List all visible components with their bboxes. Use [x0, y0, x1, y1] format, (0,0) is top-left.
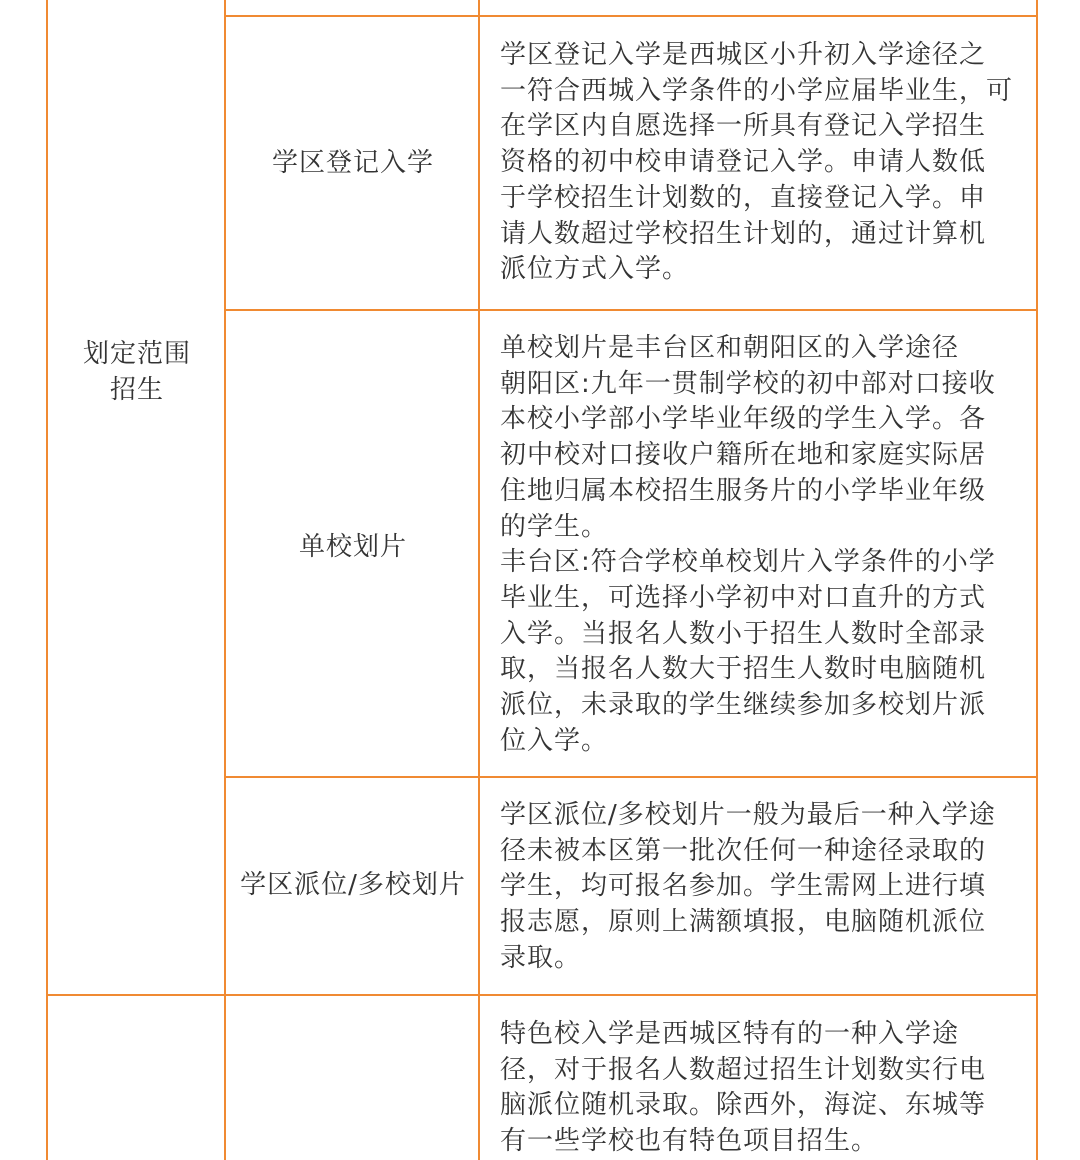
table-border-right — [1036, 0, 1038, 1160]
description-line: 有一些学校也有特色项目招生。 — [500, 1126, 879, 1157]
method-cell: 学区登记入学 — [271, 148, 434, 178]
row-divider-3 — [46, 994, 1038, 996]
description-line: 在学区内自愿选择一所具有登记入学招生 — [500, 111, 987, 142]
row-divider-1 — [224, 309, 1038, 311]
description-line: 本校小学部小学毕业年级的学生入学。各 — [500, 404, 987, 435]
table-divider-method — [478, 0, 480, 1160]
description-line: 径未被本区第一批次任何一种途径录取的 — [500, 835, 987, 866]
description-line: 毕业生，可选择小学初中对口直升的方式 — [500, 582, 987, 613]
description-line: 取，当报名人数大于招生人数时电脑随机 — [500, 654, 987, 685]
description-line: 特色校入学是西城区特有的一种入学途 — [500, 1019, 960, 1049]
row-divider-2 — [224, 776, 1038, 778]
description-line: 初中校对口接收户籍所在地和家庭实际居 — [500, 440, 987, 471]
description-line: 录取。 — [500, 942, 582, 973]
category-line: 招生 — [109, 374, 164, 405]
description-line: 于学校招生计划数的，直接登记入学。申 — [500, 182, 987, 213]
description-cell — [500, 331, 1030, 759]
description-line: 脑派位随机录取。除西外，海淀、东城等 — [500, 1090, 987, 1121]
description-cell — [500, 1017, 1030, 1160]
description-line: 学区派位/多校划片一般为最后一种入学途 — [500, 800, 996, 830]
description-cell — [500, 798, 1030, 977]
description-line: 资格的初中校申请登记入学。申请人数低 — [500, 147, 987, 178]
method-cell: 学区派位/多校划片 — [240, 870, 466, 900]
category-line: 划定范围 — [82, 339, 191, 369]
description-cell — [500, 38, 1030, 288]
description-line: 一符合西城入学条件的小学应届毕业生，可 — [500, 75, 1014, 106]
description-line: 丰台区:符合学校单校划片入学条件的小学 — [500, 547, 996, 578]
description-line: 报志愿，原则上满额填报，电脑随机派位 — [500, 907, 987, 938]
description-line: 住地归属本校招生服务片的小学毕业年级 — [500, 475, 987, 506]
table-border-left — [46, 0, 48, 1160]
description-line: 派位方式入学。 — [500, 254, 690, 285]
description-line: 学生，均可报名参加。学生需网上进行填 — [500, 871, 987, 902]
method-cell: 单校划片 — [298, 532, 407, 562]
description-line: 学区登记入学是西城区小升初入学途径之 — [500, 40, 987, 70]
row-divider-top — [224, 15, 1038, 17]
category-cell — [50, 337, 224, 408]
description-line: 的学生。 — [500, 511, 609, 542]
description-line: 请人数超过学校招生计划的，通过计算机 — [500, 218, 987, 249]
description-line: 单校划片是丰台区和朝阳区的入学途径 — [500, 333, 960, 363]
description-line: 位入学。 — [500, 725, 609, 756]
description-line: 朝阳区:九年一贯制学校的初中部对口接收 — [500, 368, 996, 399]
description-line: 派位，未录取的学生继续参加多校划片派 — [500, 690, 987, 721]
description-line: 径，对于报名人数超过招生计划数实行电 — [500, 1054, 987, 1085]
description-line: 入学。当报名人数小于招生人数时全部录 — [500, 618, 987, 649]
table-divider-category — [224, 0, 226, 1160]
